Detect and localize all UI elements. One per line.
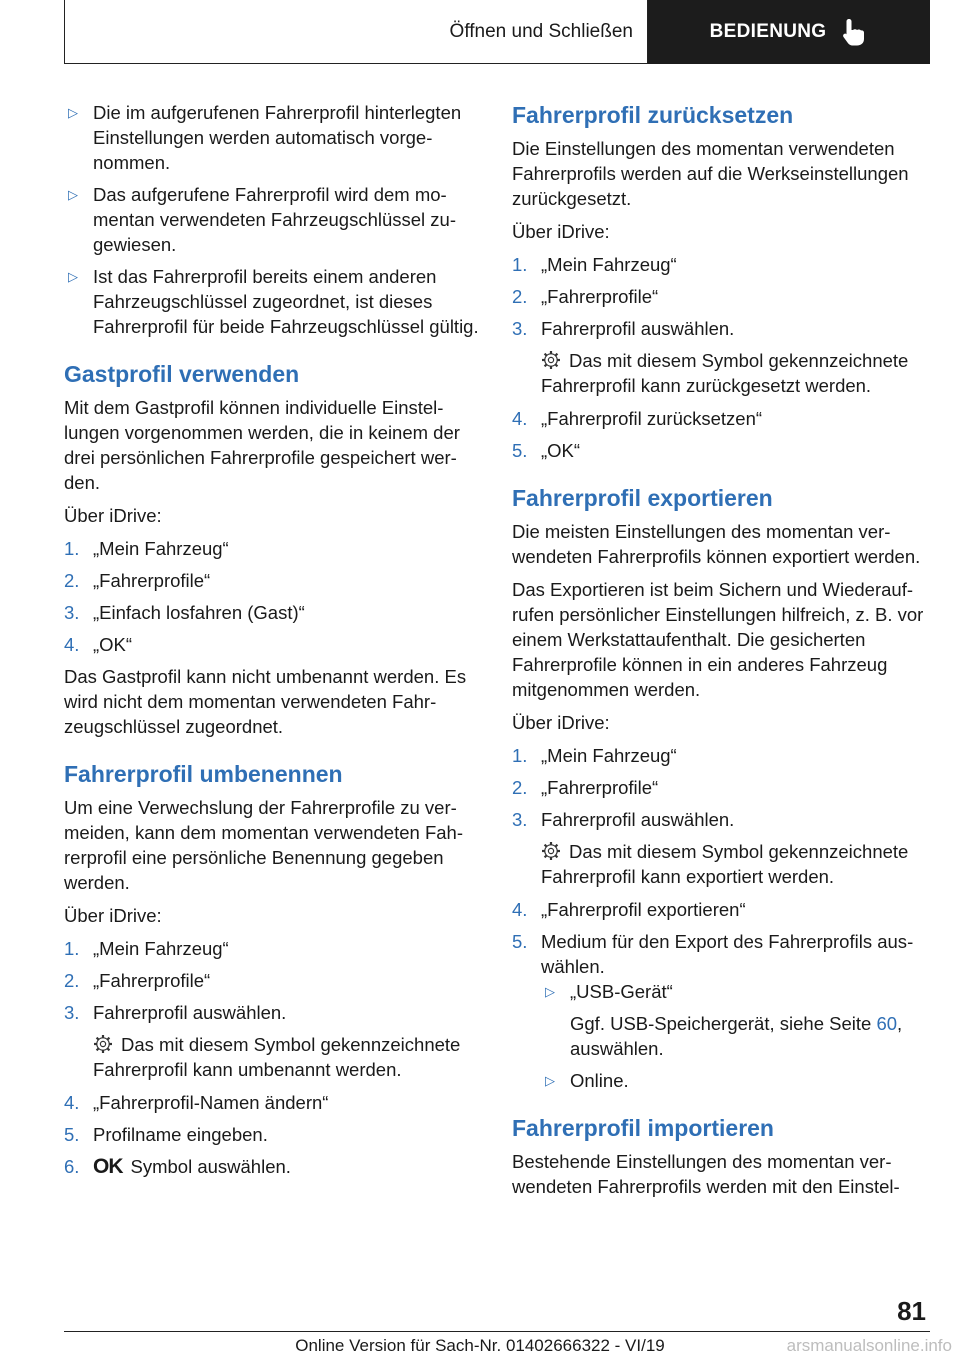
list-item	[541, 979, 928, 1061]
step-text: „Mein Fahrzeug“	[541, 254, 677, 275]
step-text: „Fahrerprofil exportieren“	[541, 899, 746, 920]
step-text: „Mein Fahrzeug“	[93, 938, 229, 959]
section-heading: Gastprofil verwenden	[64, 361, 300, 387]
page-reference-link[interactable]: 60	[876, 1013, 898, 1034]
list-item: ▷ Die im aufgerufenen Fahrerprofil hinterlegten Einstellungen werden automatisch vorgenommen.	[64, 100, 480, 175]
note-text: Das mit diesem Symbol gekennzeichnete Fahrerprofil kann umbenannt werden.	[93, 1034, 461, 1080]
list-item	[64, 600, 480, 625]
paragraph: Mit dem Gastprofil können individuelle Einstellungen vorgenommen werden, die in keinem der drei persönlichen Fahrerprofile gespeichert werden.	[64, 397, 460, 493]
step-number: 1.	[512, 254, 528, 275]
list-item: ▷ Online.	[541, 1068, 928, 1093]
footer-divider	[64, 1331, 930, 1332]
list-item: ▷ Ist das Fahrerprofil bereits einem anderen Fahrzeugschlüssel zugeordnet, ist dieses Fahrerprofil für beide Fahrzeugschlüssel gültig.	[64, 264, 480, 339]
paragraph: Über iDrive:	[512, 221, 610, 242]
paragraph: Um eine Verwechslung der Fahrerprofile zu vermeiden, kann dem momentan verwendeten Fahrerprofil eine persönliche Benennung gegeben werden.	[64, 797, 464, 893]
chapter-title: Öffnen und Schließen	[64, 0, 648, 64]
step-text: „OK“	[541, 440, 581, 461]
list-item: ▷ Das aufgerufene Fahrerprofil wird dem momentan verwendeten Fahrzeugschlüssel zugewiesen.	[64, 182, 480, 257]
footer-online-version: Online Version für Sach-Nr. 01402666322 - VI/19	[295, 1336, 665, 1355]
step-number: 3.	[512, 809, 528, 830]
paragraph: Über iDrive:	[64, 505, 162, 526]
step-text: „OK“	[93, 634, 133, 655]
step-list-continued	[64, 1090, 480, 1179]
medium-options-list	[541, 979, 928, 1093]
list-item	[64, 1154, 480, 1179]
step-list	[64, 536, 480, 657]
list-item	[64, 568, 480, 593]
list-item	[64, 632, 480, 657]
list-item	[64, 936, 480, 961]
step-number: 5.	[512, 440, 528, 461]
step-number: 5.	[64, 1124, 80, 1145]
step-number: 6.	[64, 1156, 80, 1177]
symbol-note	[541, 839, 928, 889]
intro-bullet-list	[64, 100, 480, 339]
section-heading: Fahrerprofil exportieren	[512, 485, 773, 511]
usb-option-label: ▷ „USB-Gerät“	[570, 981, 673, 1002]
paragraph: Das Gastprofil kann nicht umbenannt werden. Es wird nicht dem momentan verwendeten Fahrzeugschlüssel zugeordnet.	[64, 666, 467, 737]
gear-icon	[541, 841, 561, 861]
step-number: 4.	[512, 899, 528, 920]
step-text: „Mein Fahrzeug“	[93, 538, 229, 559]
list-item	[512, 316, 928, 341]
paragraph: Über iDrive:	[512, 712, 610, 733]
list-item	[512, 897, 928, 922]
step-number: 1.	[64, 938, 80, 959]
step-number: 1.	[64, 538, 80, 559]
step-number: 4.	[64, 1092, 80, 1113]
page-header	[64, 0, 930, 64]
list-item	[512, 807, 928, 832]
section-title: BEDIENUNG	[709, 21, 827, 42]
step-number: 1.	[512, 745, 528, 766]
gear-icon	[541, 350, 561, 370]
intro-section	[64, 100, 480, 339]
step-text: Medium für den Export des Fahrerprofils auswählen.	[541, 931, 914, 977]
step-text: Fahrerprofil auswählen.	[93, 1002, 287, 1023]
list-item	[512, 743, 928, 768]
list-item	[64, 1122, 480, 1147]
watermark: arsmanualsonline.info	[786, 1336, 952, 1355]
step-text: „Einfach losfahren (Gast)“	[93, 602, 305, 623]
list-item	[512, 406, 928, 431]
step-text: Fahrerprofil auswählen.	[541, 809, 735, 830]
note-text: Das mit diesem Symbol gekennzeichnete Fahrerprofil kann exportiert werden.	[541, 841, 909, 887]
symbol-note	[93, 1032, 480, 1082]
list-item	[512, 252, 928, 277]
list-item	[64, 1000, 480, 1025]
step-number: 2.	[64, 970, 80, 991]
paragraph: Die meisten Einstellungen des momentan verwendeten Fahrerprofils können exportiert werden.	[512, 521, 921, 567]
paragraph: Über iDrive:	[64, 905, 162, 926]
note-text: , auswählen.	[570, 1013, 903, 1059]
gear-icon	[93, 1034, 113, 1054]
section-heading: Fahrerprofil umbenennen	[64, 761, 343, 787]
step-list	[512, 252, 928, 341]
step-number: 3.	[512, 318, 528, 339]
list-item	[64, 536, 480, 561]
export-section	[512, 483, 928, 1093]
rename-section	[64, 759, 480, 1179]
note-text: Ggf. USB-Speichergerät, siehe Seite	[570, 1013, 877, 1034]
step-number: 2.	[512, 777, 528, 798]
step-number: 3.	[64, 1002, 80, 1023]
step-text: „Fahrerprofil zurücksetzen“	[541, 408, 763, 429]
step-list-continued	[512, 897, 928, 1093]
step-text: Symbol auswählen.	[130, 1156, 291, 1177]
step-list-continued	[512, 406, 928, 463]
step-text: „Fahrerprofile“	[93, 570, 211, 591]
page-number: 81	[897, 1296, 926, 1326]
section-heading: Fahrerprofil zurücksetzen	[512, 102, 794, 128]
paragraph: Das Exportieren ist beim Sichern und Wiederaufrufen persönlicher Einstellungen hilfreich, z. B. vor einem Werkstattaufenthalt. Die gesicherten Fahrerprofile können in ein anderes Fahrzeug mitgenommen werden.	[512, 579, 924, 700]
step-number: 4.	[512, 408, 528, 429]
step-text: „Fahrerprofile“	[541, 286, 659, 307]
left-column	[64, 100, 480, 1186]
list-item	[512, 438, 928, 463]
step-list	[64, 936, 480, 1025]
step-list	[512, 743, 928, 832]
reset-section	[512, 100, 928, 463]
section-tab[interactable]	[648, 0, 930, 64]
step-number: 2.	[64, 570, 80, 591]
step-text: „Fahrerprofil-Namen ändern“	[93, 1092, 329, 1113]
symbol-note	[541, 348, 928, 398]
list-item	[64, 1090, 480, 1115]
step-text: „Mein Fahrzeug“	[541, 745, 677, 766]
step-text: Profilname eingeben.	[93, 1124, 268, 1145]
right-column	[512, 100, 928, 1207]
step-number: 3.	[64, 602, 80, 623]
step-text: „Fahrerprofile“	[93, 970, 211, 991]
step-text: Fahrerprofil auswählen.	[541, 318, 735, 339]
section-heading: Fahrerprofil importieren	[512, 1115, 774, 1141]
usb-option-note	[570, 1011, 928, 1061]
list-item	[64, 968, 480, 993]
note-text: Das mit diesem Symbol gekennzeichnete Fahrerprofil kann zurückgesetzt werden.	[541, 350, 909, 396]
step-text: „Fahrerprofile“	[541, 777, 659, 798]
ok-symbol-icon: OK	[93, 1155, 123, 1178]
import-section	[512, 1113, 928, 1199]
paragraph: Bestehende Einstellungen des momentan verwendeten Fahrerprofils werden mit den Einstel-	[512, 1151, 900, 1197]
paragraph: Die Einstellungen des momentan verwendeten Fahrerprofils werden auf die Werkseinstellungen zurückgesetzt.	[512, 138, 909, 209]
pointing-hand-icon	[840, 17, 868, 47]
step-number: 2.	[512, 286, 528, 307]
guest-section	[64, 359, 480, 739]
list-item	[512, 929, 928, 1093]
list-item	[512, 284, 928, 309]
list-item	[512, 775, 928, 800]
step-number: 4.	[64, 634, 80, 655]
step-number: 5.	[512, 931, 528, 952]
